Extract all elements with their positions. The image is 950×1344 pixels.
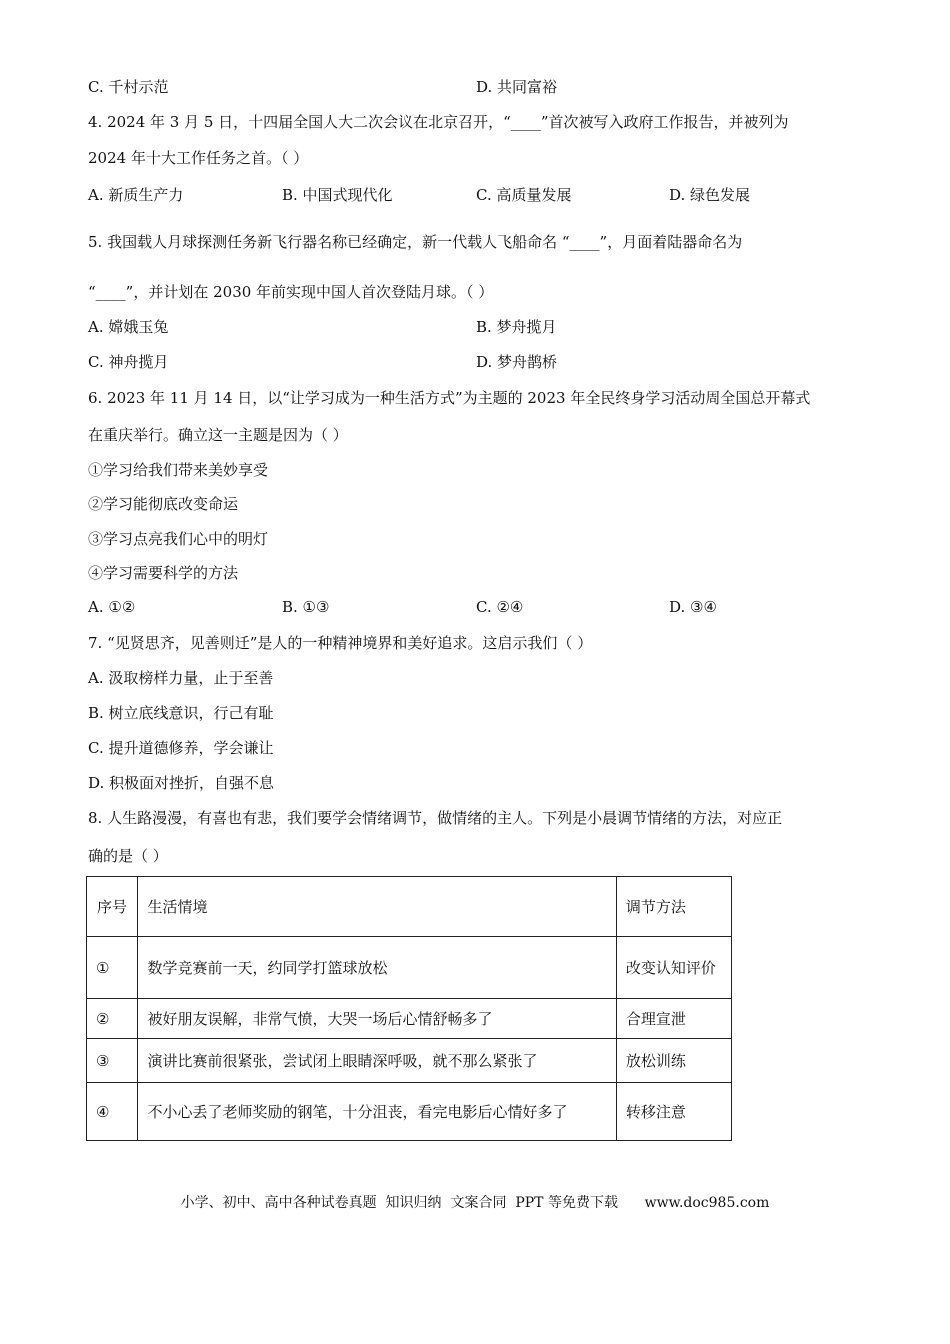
table-cell-situation: 数学竞赛前一天，约同学打篮球放松 <box>138 937 616 999</box>
table-cell-method: 转移注意 <box>616 1083 731 1141</box>
footer-text: 小学、初中、高中各种试卷真题 知识归纳 文案合同 PPT 等免费下载 <box>180 1195 618 1211</box>
q7-option-a: A. 汲取榜样力量，止于至善 <box>88 669 274 687</box>
q3-option-c: C. 千村示范 <box>88 78 169 96</box>
q8-stem-line1: 8. 人生路漫漫，有喜也有悲，我们要学会情绪调节，做情绪的主人。下列是小晨调节情绪的方法，对应正 <box>88 809 783 827</box>
table-cell-method: 放松训练 <box>616 1039 731 1083</box>
q4-option-c: C. 高质量发展 <box>476 186 572 204</box>
q7-option-c: C. 提升道德修养，学会谦让 <box>88 739 274 757</box>
q7-option-d: D. 积极面对挫折，自强不息 <box>88 774 275 792</box>
table-cell-situation: 不小心丢了老师奖励的钢笔，十分沮丧，看完电影后心情好多了 <box>138 1083 616 1141</box>
table-row <box>87 1039 732 1083</box>
q6-option-d: D. ③④ <box>669 598 717 616</box>
table-cell-index: ① <box>87 937 138 999</box>
table-cell-situation: 被好朋友误解，非常气愤，大哭一场后心情舒畅多了 <box>138 999 616 1039</box>
table-row <box>87 937 732 999</box>
q6-option-a: A. ①② <box>88 598 136 616</box>
q6-item-3: ③学习点亮我们心中的明灯 <box>88 530 269 548</box>
q6-stem-line2: 在重庆举行。确立这一主题是因为（ ） <box>88 426 348 444</box>
footer-website: www.doc985.com <box>644 1195 770 1211</box>
table-cell-situation: 演讲比赛前很紧张，尝试闭上眼睛深呼吸，就不那么紧张了 <box>138 1039 616 1083</box>
q5-option-d: D. 梦舟鹊桥 <box>476 353 558 371</box>
q5-stem-line2: “____”，并计划在 2030 年前实现中国人首次登陆月球。（ ） <box>88 283 494 301</box>
q5-option-c: C. 神舟揽月 <box>88 353 169 371</box>
q4-stem-line2: 2024 年十大工作任务之首。（ ） <box>88 149 309 167</box>
q4-stem-line1: 4. 2024 年 3 月 5 日，十四届全国人大二次会议在北京召开，“____”首次被写入政府工作报告，并被列为 <box>88 113 789 131</box>
q6-item-2: ②学习能彻底改变命运 <box>88 495 239 513</box>
q6-option-b: B. ①③ <box>282 598 330 616</box>
q5-option-b: B. 梦舟揽月 <box>476 318 557 336</box>
q8-table <box>86 876 732 1141</box>
page-footer <box>0 1192 950 1212</box>
table-cell-method: 合理宣泄 <box>616 999 731 1039</box>
table-header-index: 序号 <box>87 877 138 937</box>
table-cell-method: 改变认知评价 <box>616 937 731 999</box>
q5-stem-line1: 5. 我国载人月球探测任务新飞行器名称已经确定，新一代载人飞船命名 “____”，月面着陆器命名为 <box>88 233 743 251</box>
q6-stem-line1: 6. 2023 年 11 月 14 日，以“让学习成为一种生活方式”为主题的 2023 年全民终身学习活动周全国总开幕式 <box>88 389 811 407</box>
table-cell-index: ④ <box>87 1083 138 1141</box>
table-row <box>87 999 732 1039</box>
q5-option-a: A. 嫦娥玉兔 <box>88 318 169 336</box>
q3-option-d: D. 共同富裕 <box>476 78 558 96</box>
table-cell-index: ② <box>87 999 138 1039</box>
q4-option-b: B. 中国式现代化 <box>282 186 393 204</box>
table-row <box>87 1083 732 1141</box>
table-header-row <box>87 877 732 937</box>
q6-option-c: C. ②④ <box>476 598 524 616</box>
table-header-situation: 生活情境 <box>138 877 616 937</box>
q6-item-4: ④学习需要科学的方法 <box>88 564 239 582</box>
q4-option-a: A. 新质生产力 <box>88 186 184 204</box>
q8-stem-line2: 确的是（ ） <box>88 847 168 865</box>
q7-option-b: B. 树立底线意识，行己有耻 <box>88 704 274 722</box>
q6-item-1: ①学习给我们带来美妙享受 <box>88 461 269 479</box>
table-cell-index: ③ <box>87 1039 138 1083</box>
table-header-method: 调节方法 <box>616 877 731 937</box>
q7-stem: 7. “见贤思齐，见善则迁”是人的一种精神境界和美好追求。这启示我们（ ） <box>88 634 593 652</box>
q4-option-d: D. 绿色发展 <box>669 186 751 204</box>
